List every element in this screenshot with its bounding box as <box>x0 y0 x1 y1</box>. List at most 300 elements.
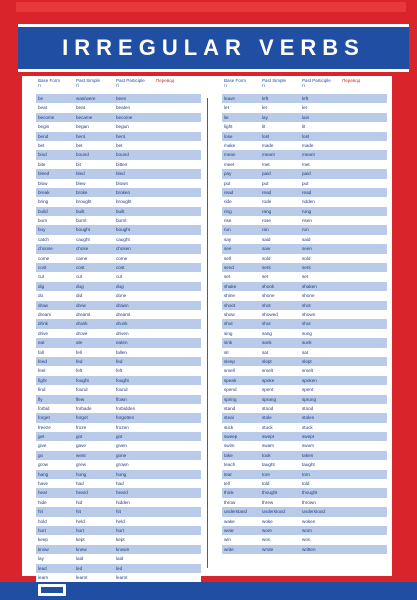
verb-past-simple: flew <box>76 396 85 402</box>
verb-row <box>36 188 201 197</box>
verb-row <box>36 488 201 497</box>
verb-base-form: break <box>38 189 50 195</box>
verb-past-participle: found <box>116 387 128 393</box>
verb-past-simple: lay <box>262 114 268 120</box>
verb-past-participle: caught <box>116 236 130 242</box>
verb-base-form: become <box>38 114 55 120</box>
verb-base-form: hurt <box>38 527 46 533</box>
verb-row <box>222 432 387 441</box>
verb-past-simple: sold <box>262 255 271 261</box>
verb-past-participle: shown <box>302 311 316 317</box>
verb-row <box>222 357 387 366</box>
verb-base-form: catch <box>38 236 49 242</box>
verb-past-participle: fed <box>116 358 123 364</box>
verb-base-form: feed <box>38 358 47 364</box>
verb-past-simple: froze <box>76 424 87 430</box>
verb-past-participle: fallen <box>116 349 127 355</box>
verb-base-form: draw <box>38 302 48 308</box>
verb-past-participle: risen <box>302 218 312 224</box>
verb-base-form: learn <box>38 574 49 580</box>
verb-row <box>36 479 201 488</box>
verb-past-simple: did <box>76 293 83 299</box>
verb-base-form: rise <box>224 218 232 224</box>
verb-base-form: have <box>38 481 48 487</box>
verb-base-form: feel <box>38 368 46 374</box>
verb-base-form: hit <box>38 509 43 515</box>
verb-base-form: sit <box>224 349 229 355</box>
verb-base-form: build <box>38 208 48 214</box>
verb-past-participle: swum <box>302 443 314 449</box>
verb-past-participle: set <box>302 274 309 280</box>
verb-past-participle: understood <box>302 509 325 515</box>
verb-row <box>222 160 387 169</box>
verb-past-simple: said <box>262 236 271 242</box>
verb-base-form: spring <box>224 396 237 402</box>
verb-row <box>222 179 387 188</box>
verb-row <box>222 197 387 206</box>
verb-base-form: burn <box>38 218 48 224</box>
verb-past-simple: fell <box>76 349 82 355</box>
verb-base-form: know <box>38 546 49 552</box>
verb-past-participle: taken <box>302 452 314 458</box>
verb-row <box>36 554 201 563</box>
verb-base-form: eat <box>38 340 45 346</box>
verb-past-participle: lost <box>302 133 310 139</box>
verb-past-participle: left <box>302 96 309 101</box>
verb-past-participle: felt <box>116 368 123 374</box>
verb-row <box>36 338 201 347</box>
verb-past-simple: found <box>76 387 88 393</box>
verb-row <box>222 451 387 460</box>
verb-past-participle: broken <box>116 189 131 195</box>
verb-past-participle: built <box>116 208 125 214</box>
verb-past-participle: bet <box>116 142 123 148</box>
verb-past-simple: was/were <box>76 96 96 101</box>
verb-row <box>36 179 201 188</box>
verb-past-simple: spent <box>262 387 274 393</box>
verb-row <box>36 169 201 178</box>
verb-past-participle: forgotten <box>116 415 135 421</box>
verb-past-simple: wrote <box>262 546 274 552</box>
verb-row <box>36 150 201 159</box>
verb-past-simple: put <box>262 180 269 186</box>
verb-row <box>222 103 387 112</box>
verb-past-simple: became <box>76 114 93 120</box>
publisher-logo <box>38 584 66 596</box>
verb-base-form: lay <box>38 556 44 562</box>
verb-row <box>36 197 201 206</box>
verb-base-form: begin <box>38 124 50 130</box>
verb-base-form: shake <box>224 283 237 289</box>
verb-row <box>36 423 201 432</box>
verb-past-participle: blown <box>116 180 129 186</box>
verb-base-form: fight <box>38 377 47 383</box>
verb-past-participle: drawn <box>116 302 129 308</box>
verb-past-simple: chose <box>76 246 89 252</box>
verb-past-simple: dreamt <box>76 311 91 317</box>
verb-base-form: say <box>224 236 232 242</box>
verb-base-form: hear <box>38 490 48 496</box>
verb-base-form: come <box>38 255 50 261</box>
verb-past-participle: stuck <box>302 424 313 430</box>
verb-past-participle: begun <box>116 124 129 130</box>
verb-past-participle: read <box>302 189 312 195</box>
verb-past-participle: frozen <box>116 424 129 430</box>
verb-past-simple: dug <box>76 283 84 289</box>
verb-past-simple: drove <box>76 330 88 336</box>
verb-past-simple: stood <box>262 405 274 411</box>
verb-past-simple: swept <box>262 434 275 440</box>
verb-row <box>222 385 387 394</box>
verb-row <box>222 404 387 413</box>
verb-past-simple: beat <box>76 105 85 111</box>
verb-base-form: meet <box>224 161 235 167</box>
verb-row <box>36 432 201 441</box>
verb-base-form: forbid <box>38 405 50 411</box>
verb-past-participle: ridden <box>302 199 315 205</box>
verb-base-form: drive <box>38 330 48 336</box>
verb-row <box>222 113 387 122</box>
verb-past-simple: stuck <box>262 424 273 430</box>
verb-past-simple: shook <box>262 283 275 289</box>
verb-base-form: wear <box>224 527 234 533</box>
verb-row <box>222 235 387 244</box>
verb-base-form: shoot <box>224 302 236 308</box>
verb-past-simple: hung <box>76 471 87 477</box>
verb-past-participle: hurt <box>116 527 124 533</box>
verb-base-form: dream <box>38 311 52 317</box>
verb-past-simple: wore <box>262 527 272 533</box>
verb-past-simple: hit <box>76 509 81 515</box>
verb-base-form: sing <box>224 330 233 336</box>
verb-base-form: find <box>38 387 46 393</box>
verb-base-form: stick <box>224 424 234 430</box>
verb-past-participle: woken <box>302 518 316 524</box>
verb-base-form: steal <box>224 415 234 421</box>
verb-row <box>36 122 201 131</box>
verb-past-participle: seen <box>302 246 312 252</box>
verb-past-participle: paid <box>302 171 311 177</box>
verb-base-form: show <box>224 311 235 317</box>
verb-past-participle: run <box>302 227 309 233</box>
verb-past-participle: sold <box>302 255 311 261</box>
verb-base-form: tear <box>224 471 232 477</box>
verb-past-participle: brought <box>116 199 132 205</box>
verb-base-form: bleed <box>38 171 50 177</box>
verb-row <box>222 526 387 535</box>
verb-row <box>36 141 201 150</box>
verb-past-participle: bent <box>116 133 125 139</box>
verb-table-sheet <box>22 76 392 580</box>
verb-past-participle: eaten <box>116 340 128 346</box>
verb-row <box>222 150 387 159</box>
verb-past-participle: cost <box>116 265 125 271</box>
verb-base-form: lose <box>224 133 233 139</box>
header-mark: П <box>76 83 79 88</box>
header-past: Past Simple <box>262 78 287 83</box>
verb-past-simple: learnt <box>76 574 88 580</box>
verb-past-simple: lit <box>262 124 266 130</box>
verb-base-form: bring <box>38 199 49 205</box>
verb-row <box>36 263 201 272</box>
verb-past-participle: swept <box>302 434 315 440</box>
verb-past-participle: spent <box>302 387 314 393</box>
verb-past-participle: shone <box>302 293 315 299</box>
verb-base-form: throw <box>224 499 236 505</box>
verb-past-simple: caught <box>76 236 90 242</box>
verb-base-form: read <box>224 189 234 195</box>
verb-row <box>36 207 201 216</box>
verb-base-form: go <box>38 452 44 458</box>
verb-base-form: put <box>224 180 231 186</box>
verb-past-participle: led <box>116 565 123 571</box>
verb-base-form: write <box>224 546 234 552</box>
verb-past-participle: come <box>116 255 128 261</box>
verb-row <box>36 310 201 319</box>
verb-past-simple: felt <box>76 368 83 374</box>
verb-row <box>222 122 387 131</box>
verb-base-form: understand <box>224 509 247 515</box>
verb-base-form: ring <box>224 208 232 214</box>
verb-past-simple: broke <box>76 189 88 195</box>
verb-row <box>36 357 201 366</box>
verb-row <box>222 470 387 479</box>
verb-past-participle: driven <box>116 330 129 336</box>
verb-past-participle: meant <box>302 152 315 158</box>
verb-row <box>222 254 387 263</box>
header-participle: Past Participle <box>116 78 145 83</box>
verb-past-participle: burnt <box>116 218 127 224</box>
header-mark: П <box>38 83 41 88</box>
verb-base-form: hold <box>38 518 47 524</box>
verb-row <box>222 517 387 526</box>
verb-base-form: beat <box>38 105 47 111</box>
verb-past-simple: cut <box>76 274 83 280</box>
verb-past-participle: lain <box>302 114 310 120</box>
verb-past-simple: shone <box>262 293 275 299</box>
verb-past-participle: hidden <box>116 499 130 505</box>
verb-past-simple: burnt <box>76 218 87 224</box>
verb-past-simple: held <box>76 518 85 524</box>
verb-row <box>36 225 201 234</box>
verb-row <box>222 132 387 141</box>
verb-row <box>222 94 387 103</box>
verb-row <box>36 507 201 516</box>
verb-base-form: wake <box>224 518 235 524</box>
verb-past-participle: hit <box>116 509 121 515</box>
verb-past-simple: drew <box>76 302 86 308</box>
verb-row <box>222 535 387 544</box>
verb-past-participle: sent <box>302 265 311 271</box>
verb-past-simple: bought <box>76 227 91 233</box>
verb-base-form: light <box>224 124 233 130</box>
verb-past-simple: got <box>76 434 83 440</box>
verb-past-participle: flown <box>116 396 127 402</box>
verb-base-form: bet <box>38 142 45 148</box>
verb-past-participle: let <box>302 105 307 111</box>
verb-past-participle: rung <box>302 208 312 214</box>
verb-row <box>36 244 201 253</box>
verb-base-form: leave <box>224 96 235 101</box>
verb-row <box>36 132 201 141</box>
verb-past-participle: hung <box>116 471 127 477</box>
verb-base-form: grow <box>38 462 48 468</box>
verb-base-form: sell <box>224 255 231 261</box>
verb-past-participle: grown <box>116 462 129 468</box>
verb-row <box>222 207 387 216</box>
verb-past-simple: made <box>262 142 274 148</box>
verb-row <box>36 573 201 582</box>
verb-past-participle: lit <box>302 124 306 130</box>
verb-past-participle: met <box>302 161 310 167</box>
verb-past-participle: become <box>116 114 133 120</box>
verb-past-participle: bitten <box>116 161 128 167</box>
verb-base-form: swim <box>224 443 235 449</box>
verb-past-participle: bought <box>116 227 131 233</box>
table-header-right <box>222 78 387 94</box>
verb-past-simple: sent <box>262 265 271 271</box>
poster-title: IRREGULAR VERBS <box>62 35 365 60</box>
verb-past-participle: sat <box>302 349 309 355</box>
title-band <box>18 24 409 72</box>
verb-row <box>222 141 387 150</box>
verb-base-form: give <box>38 443 47 449</box>
verb-past-simple: began <box>76 124 89 130</box>
verb-base-form: spend <box>224 387 237 393</box>
verb-past-simple: took <box>262 452 271 458</box>
verb-past-simple: fed <box>76 358 83 364</box>
verb-past-participle: known <box>116 546 130 552</box>
verb-past-participle: won <box>302 537 311 543</box>
verb-past-simple: rang <box>262 208 272 214</box>
verb-past-participle: shot <box>302 302 311 308</box>
verb-row <box>222 291 387 300</box>
verb-past-participle: stood <box>302 405 314 411</box>
verb-past-simple: saw <box>262 246 271 252</box>
verb-past-simple: forgot <box>76 415 88 421</box>
verb-base-form: sleep <box>224 358 235 364</box>
verb-row <box>222 488 387 497</box>
verb-past-participle: told <box>302 481 310 487</box>
verb-past-simple: sprang <box>262 396 277 402</box>
verb-base-form: hang <box>38 471 49 477</box>
verb-past-participle: sung <box>302 330 312 336</box>
verb-past-participle: been <box>116 96 127 101</box>
verb-row <box>222 301 387 310</box>
verb-row <box>36 103 201 112</box>
verb-past-simple: showed <box>262 311 278 317</box>
verb-past-participle: chosen <box>116 246 131 252</box>
header-past: Past Simple <box>76 78 101 83</box>
verb-row <box>36 460 201 469</box>
verb-past-simple: bet <box>76 142 83 148</box>
verb-past-simple: shot <box>262 302 271 308</box>
verb-row <box>36 301 201 310</box>
verb-past-simple: slept <box>262 358 272 364</box>
verb-base-form: lead <box>38 565 47 571</box>
verb-past-simple: won <box>262 537 271 543</box>
verb-row <box>222 188 387 197</box>
verb-row <box>222 169 387 178</box>
verb-row <box>222 460 387 469</box>
verb-past-simple: set <box>262 274 269 280</box>
verb-base-form: set <box>224 274 231 280</box>
verb-base-form: keep <box>38 537 48 543</box>
verb-row <box>222 225 387 234</box>
verb-past-participle: dreamt <box>116 311 131 317</box>
verb-row <box>36 216 201 225</box>
verb-base-form: think <box>224 490 234 496</box>
verb-row <box>36 235 201 244</box>
verb-row <box>222 545 387 554</box>
verb-past-participle: laid <box>116 556 124 562</box>
verb-past-participle: cut <box>116 274 123 280</box>
verb-past-simple: cost <box>76 265 85 271</box>
verb-past-simple: woke <box>262 518 273 524</box>
verb-past-simple: sank <box>262 340 272 346</box>
verb-base-form: do <box>38 293 44 299</box>
verb-base-form: buy <box>38 227 46 233</box>
verb-past-simple: grew <box>76 462 86 468</box>
verb-past-participle: beaten <box>116 105 131 111</box>
verb-past-participle: given <box>116 443 127 449</box>
verb-row <box>222 413 387 422</box>
verb-row <box>222 263 387 272</box>
verb-past-participle: bled <box>116 171 125 177</box>
verb-past-participle: learnt <box>116 574 128 580</box>
verb-past-simple: laid <box>76 556 84 562</box>
verb-past-participle: forbidden <box>116 405 136 411</box>
verb-row <box>36 441 201 450</box>
verb-past-simple: tore <box>262 471 270 477</box>
header-mark: П <box>262 83 265 88</box>
verb-past-participle: fought <box>116 377 129 383</box>
header-mark: П <box>116 83 119 88</box>
verb-past-simple: shut <box>262 321 271 327</box>
verb-past-simple: kept <box>76 537 85 543</box>
verb-past-participle: spoken <box>302 377 317 383</box>
verb-row <box>222 282 387 291</box>
verb-past-simple: hurt <box>76 527 84 533</box>
verb-row <box>222 310 387 319</box>
verb-past-participle: made <box>302 142 314 148</box>
verb-row <box>222 441 387 450</box>
verb-past-simple: left <box>262 96 269 101</box>
verb-past-simple: sat <box>262 349 269 355</box>
verb-past-participle: stolen <box>302 415 315 421</box>
verb-past-participle: smelt <box>302 368 313 374</box>
verb-past-participle: held <box>116 518 125 524</box>
verb-row <box>222 319 387 328</box>
verb-base-form: sink <box>224 340 233 346</box>
verb-past-simple: threw <box>262 499 274 505</box>
verb-past-simple: knew <box>76 546 87 552</box>
verb-past-participle: had <box>116 481 124 487</box>
verb-row <box>222 216 387 225</box>
verb-base-form: cut <box>38 274 45 280</box>
verb-past-participle: slept <box>302 358 312 364</box>
verb-base-form: hide <box>38 499 47 505</box>
verb-past-participle: drunk <box>116 321 128 327</box>
verb-row <box>36 160 201 169</box>
verb-past-participle: gone <box>116 452 127 458</box>
verb-past-participle: got <box>116 434 123 440</box>
verb-past-simple: thought <box>262 490 278 496</box>
verb-base-form: win <box>224 537 231 543</box>
verb-past-participle: worn <box>302 527 312 533</box>
verb-row <box>36 564 201 573</box>
verb-base-form: bite <box>38 161 46 167</box>
